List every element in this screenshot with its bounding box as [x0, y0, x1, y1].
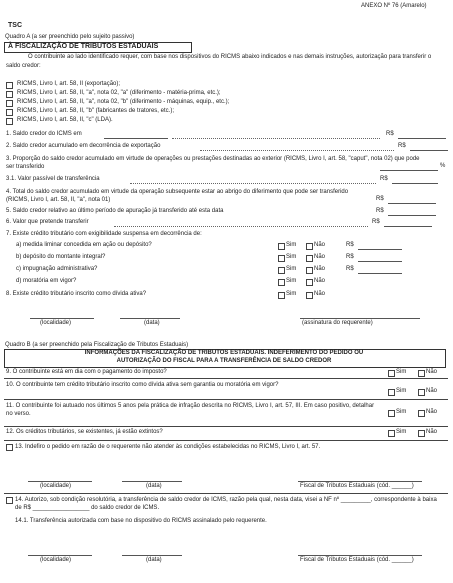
subitem-unit: R$ [346, 266, 354, 272]
no-checkbox[interactable] [306, 279, 313, 286]
locality-caption: (localidade) [40, 320, 72, 326]
no-checkbox[interactable] [306, 267, 313, 274]
no-checkbox[interactable] [306, 255, 313, 262]
no-label: Não [314, 254, 326, 260]
item-8-label: 8. Existe crédito tributário inscrito como dívida ativa? [6, 291, 147, 297]
subitem-unit: R$ [346, 242, 354, 248]
no-label: Não [314, 242, 326, 248]
item-13-locality-caption: (localidade) [40, 483, 72, 489]
item-13-date-field[interactable] [122, 481, 182, 482]
item-6-unit: R$ [372, 219, 380, 225]
item-5-unit: R$ [376, 208, 384, 214]
option-checkbox[interactable] [6, 118, 13, 125]
item-14-locality-field[interactable] [28, 555, 92, 556]
item-5-label: 5. Saldo credor relativo ao último período de apuração já transferido até esta data [6, 208, 224, 214]
question-9-no-checkbox[interactable] [418, 370, 425, 377]
quadro-b-heading-line-1: INFORMAÇÕES DA FISCALIZAÇÃO DE TRIBUTOS ESTADUAIS. INDEFERIMENTO DO PEDIDO OU [84, 350, 364, 356]
item-13-signature-field[interactable] [298, 481, 422, 482]
form-code: TSC [8, 22, 22, 29]
quadro-b-title: Quadro B (a ser preenchido pela Fiscalização de Tributos Estaduais) [5, 342, 189, 348]
item-8-no-checkbox[interactable] [306, 292, 313, 299]
no-label: Não [314, 278, 326, 284]
question-10-label: 10. O contribuinte tem crédito tributário inscrito como dívida ativa sem garantia ou moratória em vigor? [6, 382, 279, 388]
subitem-label: b) depósito do montante integral? [16, 254, 106, 260]
quadro-b-heading-line-2: AUTORIZAÇÃO DO FISCAL PARA A TRANSFERÊNCIA DE SALDO CREDOR [116, 358, 332, 364]
item-7-label: 7. Existe crédito tributário com exigibilidade suspensa em decorrência de: [6, 231, 202, 237]
subitem-label: d) moratória em vigor? [16, 278, 77, 284]
option-label: RICMS, Livro I, art. 58, II (exportação); [17, 81, 121, 87]
yes-checkbox[interactable] [278, 279, 285, 286]
yes-label: Sim [286, 266, 297, 272]
item-4-value-field[interactable] [388, 203, 436, 204]
divider [4, 378, 448, 379]
item-1-value-field[interactable] [398, 138, 446, 139]
option-checkbox[interactable] [6, 82, 13, 89]
option-label: RICMS, Livro I, art. 58, II, "b" (fabricantes de tratores, etc.); [17, 108, 174, 114]
question-11-no-checkbox[interactable] [418, 410, 425, 417]
item-6-leader [114, 226, 368, 227]
yes-checkbox[interactable] [278, 267, 285, 274]
divider [4, 426, 448, 427]
option-checkbox[interactable] [6, 91, 13, 98]
item-14-signature-caption: Fiscal de Tributos Estaduais (cód. ______) [300, 557, 414, 563]
question-12-no-checkbox[interactable] [418, 430, 425, 437]
no-checkbox[interactable] [306, 243, 313, 250]
question-12-yes-checkbox[interactable] [388, 430, 395, 437]
question-11-label: 11. O contribuinte foi autuado nos últimos 5 anos pela prática de infração descrita no RICMS, Livro I, art. 57, III. Em caso positivo, detalhar no verso. [6, 403, 375, 417]
quadro-a-heading: À FISCALIZAÇÃO DE TRIBUTOS ESTADUAIS [8, 43, 159, 50]
annex-label: ANEXO Nº 76 (Amarelo) [361, 3, 427, 9]
option-checkbox[interactable] [6, 109, 13, 116]
question-11-yes-label: Sim [396, 409, 407, 415]
item-5-value-field[interactable] [388, 215, 436, 216]
item-14-date-field[interactable] [122, 555, 182, 556]
option-label: RICMS, Livro I, art. 58, II, "a", nota 02, "a" (diferimento - matéria-prima, etc.); [17, 90, 221, 96]
item-3-value-field[interactable] [380, 170, 438, 171]
option-label: RICMS, Livro I, art. 58, II, "a", nota 02, "b" (diferimento - máquinas, equip., etc.); [17, 99, 230, 105]
item-3-1-leader [130, 183, 376, 184]
locality-field[interactable] [30, 318, 94, 319]
item-14-locality-caption: (localidade) [40, 557, 72, 563]
signature-field[interactable] [300, 318, 420, 319]
item-1-leader [172, 138, 380, 139]
date-field[interactable] [120, 318, 180, 319]
item-2-leader [200, 150, 394, 151]
item-14-checkbox[interactable] [6, 497, 13, 504]
option-checkbox[interactable] [6, 100, 13, 107]
subitem-unit: R$ [346, 254, 354, 260]
item-2-value-field[interactable] [410, 150, 448, 151]
question-10-yes-checkbox[interactable] [388, 389, 395, 396]
yes-checkbox[interactable] [278, 243, 285, 250]
yes-label: Sim [286, 278, 297, 284]
question-9-no-label: Não [426, 369, 438, 375]
item-13-checkbox[interactable] [6, 444, 13, 451]
yes-label: Sim [286, 254, 297, 260]
item-2-label: 2. Saldo credor acumulado em decorrência de exportação [6, 143, 161, 149]
item-13-label: 13. Indefiro o pedido em razão de o requerente não atender às condições estabelecidas no RICMS, Livro I, art. 57. [15, 444, 321, 450]
question-9-yes-label: Sim [396, 369, 407, 375]
item-13-locality-field[interactable] [28, 481, 92, 482]
date-caption: (data) [144, 320, 160, 326]
divider [4, 399, 448, 400]
item-14-1-label: 14.1. Transferência autorizada com base no dispositivo do RICMS assinalado pelo requerente. [15, 518, 267, 524]
item-6-label: 6. Valor que pretende transferir [6, 219, 89, 225]
question-11-yes-checkbox[interactable] [388, 410, 395, 417]
item-13-date-caption: (data) [146, 483, 162, 489]
subitem-label: c) impugnação administrativa? [16, 266, 98, 272]
item-4-label: 4. Total do saldo credor acumulado em virtude da operação subsequente estar ao abrigo do diferimento que pode ser transferido (RICMS, Livro I, art. 58, II, "a", nota 01) [6, 189, 349, 203]
divider [4, 440, 448, 441]
item-3-1-value-field[interactable] [392, 183, 438, 184]
item-3-unit: % [440, 163, 446, 169]
item-8-no-label: Não [314, 291, 326, 297]
yes-label: Sim [286, 242, 297, 248]
signature-caption: (assinatura do requerente) [302, 320, 373, 326]
item-3-label: 3. Proporção do saldo credor acumulado em virtude de operações ou prestações destinadas ao exterior (RICMS, Livro I, art. 58, "caput", nota 02) que pode ser transferido [6, 156, 420, 170]
question-10-no-label: Não [426, 388, 438, 394]
quadro-a-title: Quadro A (a ser preenchido pelo sujeito passivo) [5, 34, 135, 40]
subitem-value-field[interactable] [358, 273, 402, 274]
item-4-unit: R$ [376, 196, 384, 202]
item-3-1-label: 3.1. Valor passível de transferência [6, 176, 100, 182]
yes-checkbox[interactable] [278, 255, 285, 262]
item-8-yes-label: Sim [286, 291, 297, 297]
question-10-yes-label: Sim [396, 388, 407, 394]
item-2-unit: R$ [398, 143, 406, 149]
item-1-unit: R$ [386, 131, 394, 137]
divider [4, 493, 448, 494]
option-label: RICMS, Livro I, art. 58, II, "c" (LDA). [17, 117, 113, 123]
question-12-yes-label: Sim [396, 429, 407, 435]
item-1-date-field[interactable] [104, 138, 168, 139]
subitem-value-field[interactable] [358, 261, 402, 262]
item-14-date-caption: (data) [146, 557, 162, 563]
item-1-label: 1. Saldo credor do ICMS em [6, 131, 82, 137]
no-label: Não [314, 266, 326, 272]
item-6-value-field[interactable] [384, 226, 432, 227]
item-14-signature-field[interactable] [298, 555, 422, 556]
item-8-yes-checkbox[interactable] [278, 292, 285, 299]
question-9-yes-checkbox[interactable] [388, 370, 395, 377]
item-14-label: 14. Autorizo, sob condição resolutória, a transferência de saldo credor de ICMS, razão pela qual, nesta data, visei a NF nº _________, correspondente à baixa de R$ _________________ do saldo credor de ICMS. [15, 497, 437, 511]
item-3-1-unit: R$ [380, 176, 388, 182]
question-11-no-label: Não [426, 409, 438, 415]
item-13-signature-caption: Fiscal de Tributos Estaduais (cód. ______) [300, 483, 414, 489]
question-12-label: 12. Os créditos tributários, se existentes, já estão extintos? [6, 429, 163, 435]
subitem-label: a) medida liminar concedida em ação ou depósito? [16, 242, 152, 248]
quadro-a-intro: O contribuinte ao lado identificado requer, com base nos dispositivos do RICMS abaixo indicados e nas demais instruções, autorização para transferir o saldo credor: [6, 54, 432, 69]
question-12-no-label: Não [426, 429, 438, 435]
subitem-value-field[interactable] [358, 249, 402, 250]
question-9-label: 9. O contribuinte está em dia com o pagamento do imposto? [6, 369, 167, 375]
question-10-no-checkbox[interactable] [418, 389, 425, 396]
